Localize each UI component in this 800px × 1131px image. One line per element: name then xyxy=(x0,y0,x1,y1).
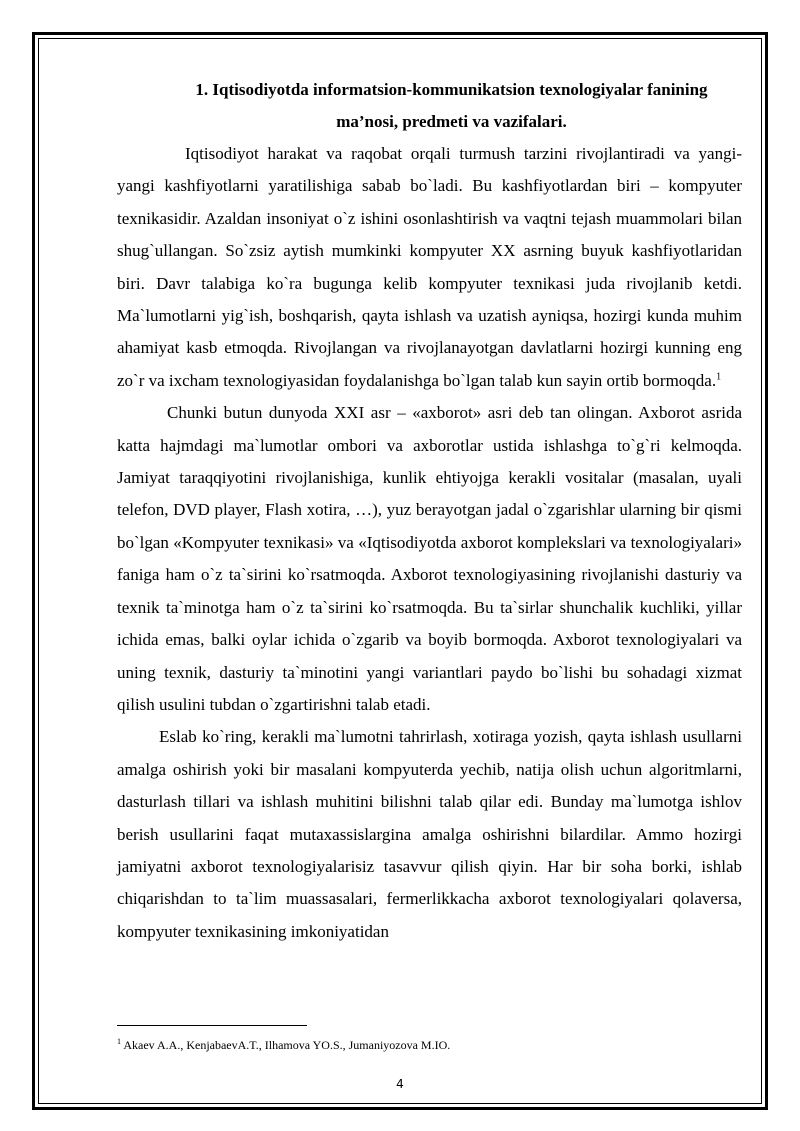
footnote-separator xyxy=(117,1025,307,1026)
section-heading xyxy=(117,74,742,138)
footnote-marker: 1 xyxy=(117,1037,121,1046)
paragraph-2: Chunki butun dunyoda XXI asr – «axborot» asri deb tan olingan. Axborot asrida katta hajmdagi ma`lumotlar ombori va axborotlar ustida ishlashga to`g`ri kelmoqda. Jamiyat taraqqiyotini rivojlanishiga, kunlik ehtiyojga kerakli vositalar (masalan, uyali telefon, DVD player, Flash xotira, …), yuz berayotgan jadal o`zgarishlar ularning bir qismi bo`lgan «Kompyuter texnikasi» va «Iqtisodiyotda axborot komplekslari va texnologiyalari» faniga ham o`z ta`sirini ko`rsatmoqda. Axborot texnologiyasining rivojlanishi dasturiy va texnik ta`minotga ham o`z ta`sirini ko`rsatmoqda. Bu ta`sirlar shunchalik kuchliki, yillar ichida emas, balki oylar ichida o`zgarib va boyib bormoqda. Axborot texnologiyalari va uning texnik, dasturiy ta`minotini yangi variantlari paydo bo`lishi bu sohadagi xizmat qilish usulini tubdan o`zgartirishni talab etadi. xyxy=(117,403,742,714)
page-body xyxy=(117,74,742,948)
footnote xyxy=(117,1038,450,1053)
footnote-text: Akaev A.A., KenjabaevA.T., Ilhamova YO.S., Jumaniyozova M.IO. xyxy=(123,1038,451,1052)
page-number: 4 xyxy=(396,1077,404,1091)
section-heading-line-2: ma’nosi, predmeti va vazifalari. xyxy=(336,112,567,131)
footnote-reference: 1 xyxy=(716,371,722,383)
paragraph-3: Eslab ko`ring, kerakli ma`lumotni tahrirlash, xotiraga yozish, qayta ishlash usullarni amalga oshirish yoki bir masalani kompyuterda yechib, natija olish uchun algoritmlarni, dasturlash tillari va ishlash muhitini bilishni talab qilar edi. Bunday ma`lumotga ishlov berish usullarini faqat mutaxassislargina amalga oshirishni bilardilar. Ammo hozirgi jamiyatni axborot texnologiyalarisiz tasavvur qilish qiyin. Har bir soha borki, ishlab chiqarishdan to ta`lim muassasalari, fermerlikkacha axborot texnologiyalari qolaversa, kompyuter texnikasining imkoniyatidan xyxy=(117,727,742,941)
paragraph-1-text: Iqtisodiyot harakat va raqobat orqali turmush tarzini rivojlantiradi va yangi- yangi kashfiyotlarni yaratilishiga sabab bo`ladi. Bu kashfiyotlardan biri – kompyuter texnikasidir. Azaldan insoniyat o`z ishini osonlashtirish va vaqtni tejash muammolari bilan shug`ullangan. So`zsiz aytish mumkinki kompyuter XX asrning buyuk kashfiyotlaridan biri. Davr talabiga ko`ra bugunga kelib kompyuter texnikasi juda rivojlanib ketdi. Ma`lumotlarni yig`ish, boshqarish, qayta ishlash va uzatish ayniqsa, hozirgi kunda muhim ahamiyat kasb etmoqda. Rivojlangan va rivojlanayotgan davlatlarni hozirgi kunning eng zo`r va ixcham texnologiyasidan foydalanishga bo`lgan talab kun sayin ortib bormoqda. xyxy=(117,144,742,390)
section-heading-line-1: 1. Iqtisodiyotda informatsion-kommunikatsion texnologiyalar fanining xyxy=(195,80,708,99)
paragraph-1 xyxy=(117,138,742,397)
